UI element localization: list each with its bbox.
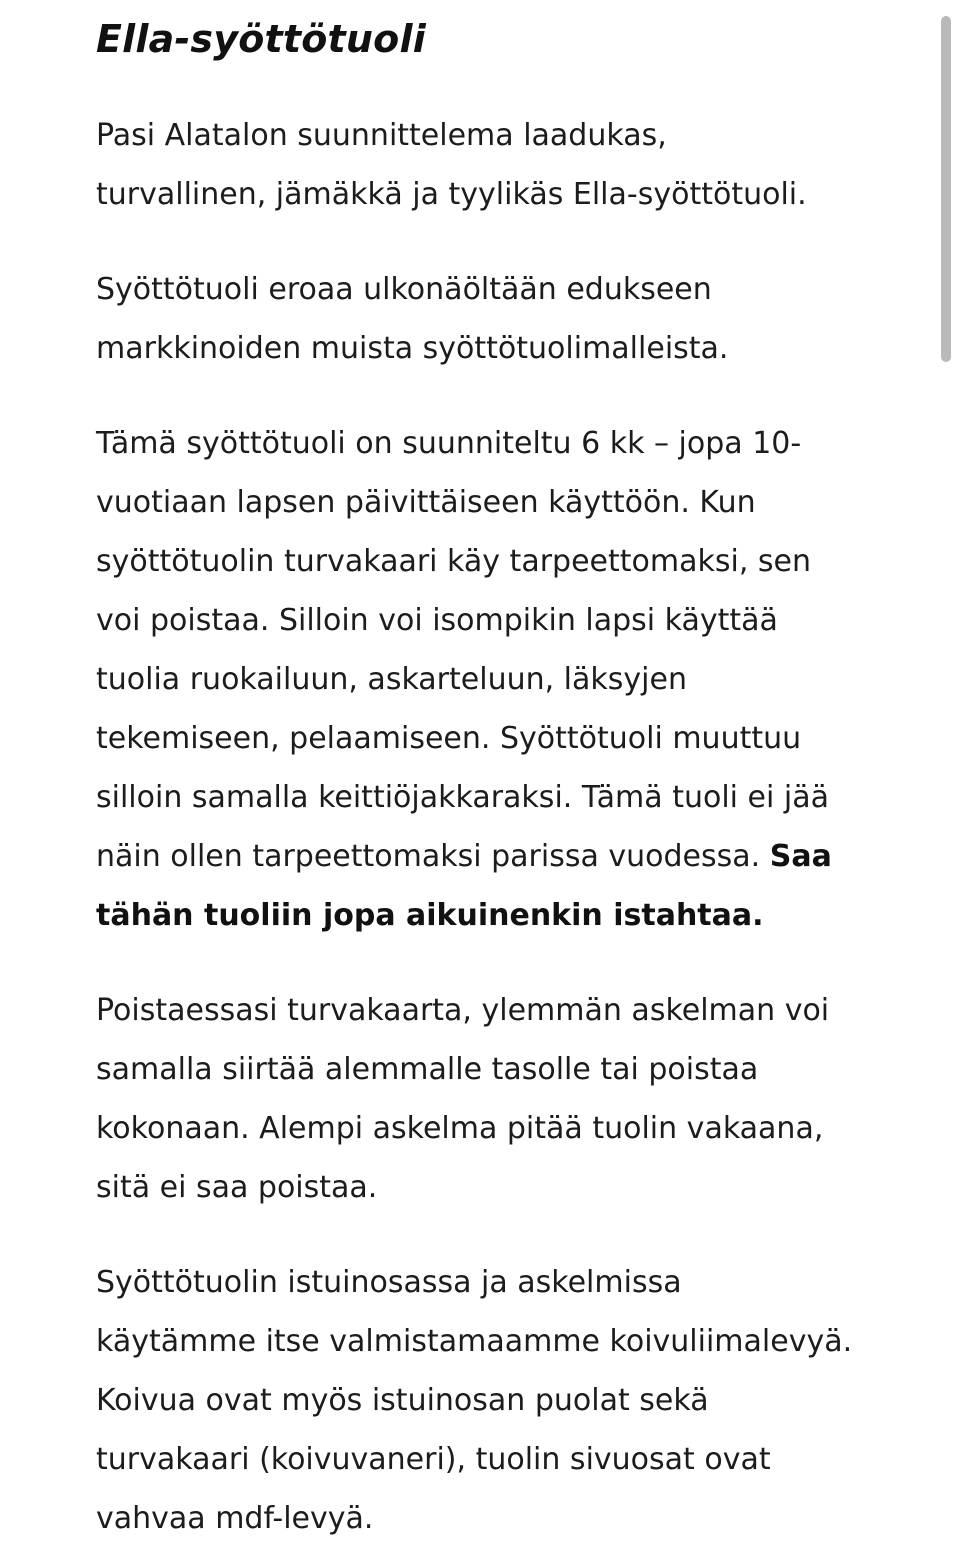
text-line: tekemiseen, pelaamiseen. Syöttötuoli muuttuu [96,721,802,756]
text-line: Poistaessasi turvakaarta, ylemmän askelman voi [96,993,830,1028]
text-line: Koivua ovat myös istuinosan puolat sekä [96,1383,709,1418]
text-line-mixed [96,827,896,886]
text-line: vahvaa mdf-levyä. [96,1501,374,1536]
text-line: käytämme itse valmistamaamme koivuliimalevyä. [96,1324,853,1359]
text-line: markkinoiden muista syöttötuolimalleista. [96,331,729,366]
article [96,0,896,1548]
text-line: Syöttötuoli eroaa ulkonäöltään edukseen [96,272,712,307]
scrollbar-thumb[interactable] [941,16,951,362]
paragraph-safety-bar [96,981,896,1217]
text-line: turvallinen, jämäkkä ja tyylikäs Ella-syöttötuoli. [96,177,807,212]
text-line: voi poistaa. Silloin voi isompikin lapsi käyttää [96,603,778,638]
text-normal: näin ollen tarpeettomaksi parissa vuodessa. [96,839,770,874]
text-line: turvakaari (koivuvaneri), tuolin sivuosat ovat [96,1442,771,1477]
paragraph-appearance [96,260,896,378]
text-line: vuotiaan lapsen päivittäiseen käyttöön. Kun [96,485,756,520]
text-line: Tämä syöttötuoli on suunniteltu 6 kk – jopa 10- [96,426,802,461]
text-line-bold: tähän tuoliin jopa aikuinenkin istahtaa. [96,898,764,933]
text-line: sitä ei saa poistaa. [96,1170,378,1205]
text-line: kokonaan. Alempi askelma pitää tuolin vakaana, [96,1111,824,1146]
paragraph-materials [96,1253,896,1548]
text-line: Pasi Alatalon suunnittelema laadukas, [96,118,667,153]
text-line: Syöttötuolin istuinosassa ja askelmissa [96,1265,682,1300]
text-bold: Saa [769,839,832,874]
paragraph-usage [96,414,896,945]
text-line: silloin samalla keittiöjakkaraksi. Tämä tuoli ei jää [96,780,829,815]
text-line: samalla siirtää alemmalle tasolle tai poistaa [96,1052,759,1087]
page-title: Ella-syöttötuoli [96,17,426,61]
paragraph-intro [96,106,896,224]
text-line: tuolia ruokailuun, askarteluun, läksyjen [96,662,687,697]
text-line: syöttötuolin turvakaari käy tarpeettomaksi, sen [96,544,811,579]
